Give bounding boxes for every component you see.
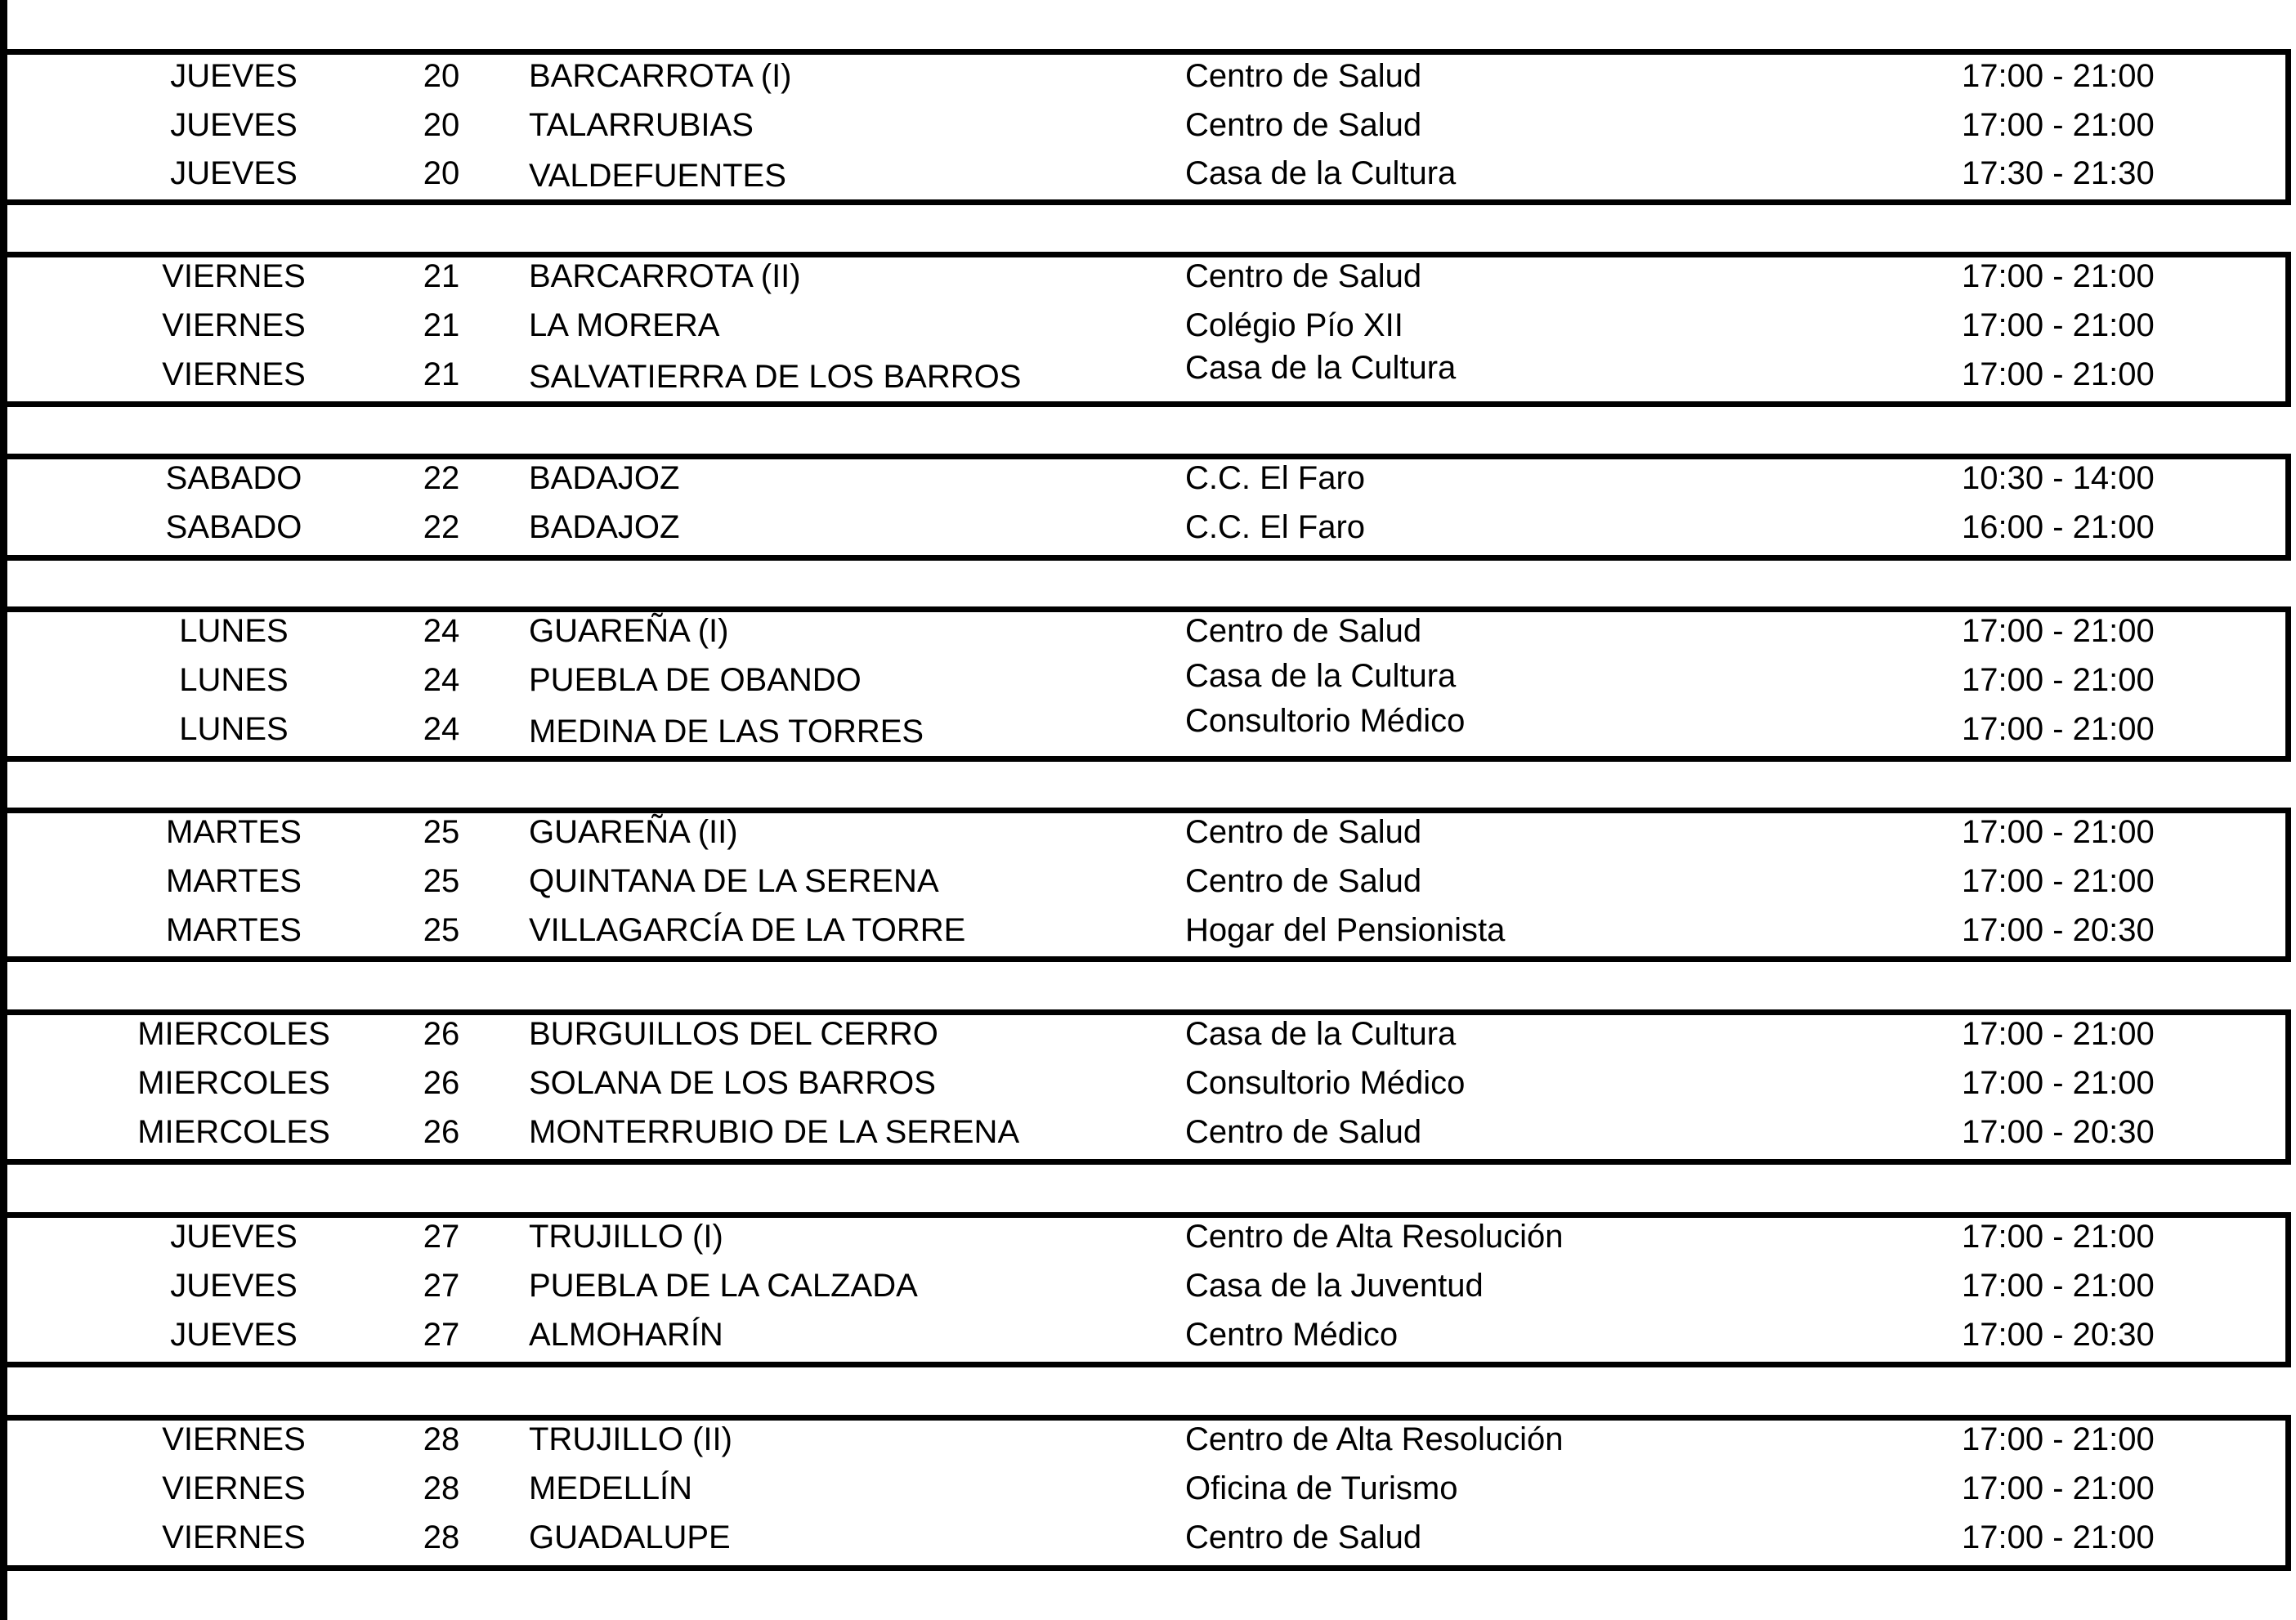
time-cell: 17:00 - 21:00	[1962, 1016, 2155, 1052]
day-cell: JUEVES	[170, 1317, 298, 1353]
time-cell: 17:00 - 21:00	[1962, 307, 2155, 343]
place-cell: Centro de Alta Resolución	[1185, 1421, 1564, 1457]
time-cell: 17:00 - 21:00	[1962, 814, 2155, 850]
day-cell: SABADO	[165, 460, 302, 496]
day-cell: VIERNES	[162, 1519, 306, 1555]
time-cell: 17:00 - 21:00	[1962, 863, 2155, 899]
date-cell: 26	[423, 1114, 460, 1150]
day-cell: VIERNES	[162, 1470, 306, 1506]
place-cell: Casa de la Cultura	[1185, 658, 1457, 694]
date-cell: 22	[423, 509, 460, 545]
table-row	[0, 656, 2285, 705]
day-cell: VIERNES	[162, 1421, 306, 1457]
table-row	[0, 1415, 2285, 1464]
day-cell: MIERCOLES	[137, 1114, 330, 1150]
place-cell: Casa de la Juventud	[1185, 1268, 1484, 1304]
place-cell: Hogar del Pensionista	[1185, 912, 1506, 948]
table-row	[0, 857, 2285, 906]
town-cell: LA MORERA	[529, 307, 720, 343]
town-cell: GUADALUPE	[529, 1519, 731, 1555]
schedule-group	[0, 1009, 2291, 1165]
town-cell: TALARRUBIAS	[529, 107, 754, 143]
day-cell: MARTES	[166, 814, 302, 850]
town-cell: TRUJILLO (II)	[529, 1421, 732, 1457]
schedule-group	[0, 1415, 2291, 1571]
time-cell: 17:00 - 20:30	[1962, 1114, 2155, 1150]
time-cell: 17:00 - 21:00	[1962, 1219, 2155, 1255]
place-cell: Centro de Salud	[1185, 258, 1422, 294]
table-row	[0, 1464, 2285, 1513]
place-cell: Colégio Pío XII	[1185, 307, 1403, 343]
place-cell: Centro de Salud	[1185, 107, 1422, 143]
table-row	[0, 1009, 2285, 1058]
place-cell: Centro de Salud	[1185, 863, 1422, 899]
town-cell: VILLAGARCÍA DE LA TORRE	[529, 912, 966, 948]
day-cell: JUEVES	[170, 107, 298, 143]
table-row	[0, 101, 2285, 150]
day-cell: MIERCOLES	[137, 1065, 330, 1101]
date-cell: 27	[423, 1219, 460, 1255]
time-cell: 16:00 - 21:00	[1962, 509, 2155, 545]
town-cell: SOLANA DE LOS BARROS	[529, 1065, 936, 1101]
town-cell: PUEBLA DE OBANDO	[529, 662, 862, 698]
table-row	[0, 1058, 2285, 1108]
date-cell: 28	[423, 1519, 460, 1555]
schedule-group	[0, 808, 2291, 962]
place-cell: Centro de Salud	[1185, 613, 1422, 649]
date-cell: 22	[423, 460, 460, 496]
table-row	[0, 1261, 2285, 1310]
date-cell: 26	[423, 1016, 460, 1052]
place-cell: Centro de Alta Resolución	[1185, 1219, 1564, 1255]
town-cell: BARCARROTA (II)	[529, 258, 801, 294]
place-cell: C.C. El Faro	[1185, 460, 1366, 496]
table-row	[0, 301, 2285, 350]
date-cell: 25	[423, 912, 460, 948]
schedule-group	[0, 49, 2291, 205]
date-cell: 28	[423, 1421, 460, 1457]
place-cell: Consultorio Médico	[1185, 1065, 1466, 1101]
table-row	[0, 705, 2285, 754]
day-cell: LUNES	[179, 662, 289, 698]
date-cell: 27	[423, 1268, 460, 1304]
table-row	[0, 1310, 2285, 1359]
date-cell: 27	[423, 1317, 460, 1353]
time-cell: 17:00 - 21:00	[1962, 1065, 2155, 1101]
date-cell: 21	[423, 356, 460, 392]
day-cell: VIERNES	[162, 258, 306, 294]
day-cell: LUNES	[179, 711, 289, 747]
date-cell: 28	[423, 1470, 460, 1506]
time-cell: 17:00 - 21:00	[1962, 711, 2155, 747]
day-cell: MARTES	[166, 863, 302, 899]
schedule-group	[0, 606, 2291, 762]
place-cell: Consultorio Médico	[1185, 703, 1466, 739]
time-cell: 17:00 - 21:00	[1962, 1470, 2155, 1506]
time-cell: 17:00 - 21:00	[1962, 662, 2155, 698]
table-row	[0, 51, 2285, 101]
date-cell: 20	[423, 58, 460, 94]
place-cell: Casa de la Cultura	[1185, 155, 1457, 191]
time-cell: 17:30 - 21:30	[1962, 155, 2155, 191]
place-cell: Centro Médico	[1185, 1317, 1399, 1353]
place-cell: Oficina de Turismo	[1185, 1470, 1458, 1506]
date-cell: 21	[423, 307, 460, 343]
town-cell: MEDINA DE LAS TORRES	[529, 714, 924, 750]
table-row	[0, 808, 2285, 857]
town-cell: QUINTANA DE LA SERENA	[529, 863, 939, 899]
day-cell: JUEVES	[170, 155, 298, 191]
date-cell: 24	[423, 711, 460, 747]
place-cell: Casa de la Cultura	[1185, 350, 1457, 386]
table-row	[0, 149, 2285, 198]
time-cell: 17:00 - 21:00	[1962, 258, 2155, 294]
table-row	[0, 1513, 2285, 1562]
town-cell: MONTERRUBIO DE LA SERENA	[529, 1114, 1020, 1150]
table-row	[0, 906, 2285, 955]
town-cell: BADAJOZ	[529, 509, 680, 545]
town-cell: BURGUILLOS DEL CERRO	[529, 1016, 938, 1052]
place-cell: Centro de Salud	[1185, 814, 1422, 850]
table-row	[0, 350, 2285, 399]
place-cell: Centro de Salud	[1185, 58, 1422, 94]
day-cell: JUEVES	[170, 58, 298, 94]
day-cell: VIERNES	[162, 307, 306, 343]
town-cell: BADAJOZ	[529, 460, 680, 496]
table-row	[0, 503, 2285, 552]
schedule-group	[0, 252, 2291, 407]
time-cell: 17:00 - 21:00	[1962, 58, 2155, 94]
table-row	[0, 252, 2285, 301]
time-cell: 17:00 - 21:00	[1962, 356, 2155, 392]
day-cell: SABADO	[165, 509, 302, 545]
town-cell: SALVATIERRA DE LOS BARROS	[529, 359, 1022, 395]
date-cell: 20	[423, 155, 460, 191]
day-cell: JUEVES	[170, 1268, 298, 1304]
town-cell: BARCARROTA (I)	[529, 58, 792, 94]
day-cell: MARTES	[166, 912, 302, 948]
town-cell: GUAREÑA (II)	[529, 814, 738, 850]
time-cell: 17:00 - 20:30	[1962, 1317, 2155, 1353]
table-row	[0, 454, 2285, 503]
town-cell: VALDEFUENTES	[529, 158, 786, 194]
date-cell: 26	[423, 1065, 460, 1101]
table-row	[0, 1108, 2285, 1157]
place-cell: Centro de Salud	[1185, 1519, 1422, 1555]
day-cell: JUEVES	[170, 1219, 298, 1255]
place-cell: Casa de la Cultura	[1185, 1016, 1457, 1052]
day-cell: MIERCOLES	[137, 1016, 330, 1052]
table-row	[0, 1212, 2285, 1261]
date-cell: 25	[423, 814, 460, 850]
table-row	[0, 606, 2285, 656]
town-cell: MEDELLÍN	[529, 1470, 693, 1506]
date-cell: 21	[423, 258, 460, 294]
town-cell: GUAREÑA (I)	[529, 613, 729, 649]
time-cell: 10:30 - 14:00	[1962, 460, 2155, 496]
time-cell: 17:00 - 21:00	[1962, 107, 2155, 143]
time-cell: 17:00 - 21:00	[1962, 1519, 2155, 1555]
date-cell: 24	[423, 613, 460, 649]
date-cell: 25	[423, 863, 460, 899]
day-cell: VIERNES	[162, 356, 306, 392]
day-cell: LUNES	[179, 613, 289, 649]
place-cell: C.C. El Faro	[1185, 509, 1366, 545]
town-cell: ALMOHARÍN	[529, 1317, 723, 1353]
time-cell: 17:00 - 21:00	[1962, 1421, 2155, 1457]
schedule-group	[0, 1212, 2291, 1367]
schedule-group	[0, 454, 2291, 561]
date-cell: 20	[423, 107, 460, 143]
time-cell: 17:00 - 20:30	[1962, 912, 2155, 948]
town-cell: PUEBLA DE LA CALZADA	[529, 1268, 918, 1304]
town-cell: TRUJILLO (I)	[529, 1219, 723, 1255]
place-cell: Centro de Salud	[1185, 1114, 1422, 1150]
time-cell: 17:00 - 21:00	[1962, 1268, 2155, 1304]
date-cell: 24	[423, 662, 460, 698]
time-cell: 17:00 - 21:00	[1962, 613, 2155, 649]
